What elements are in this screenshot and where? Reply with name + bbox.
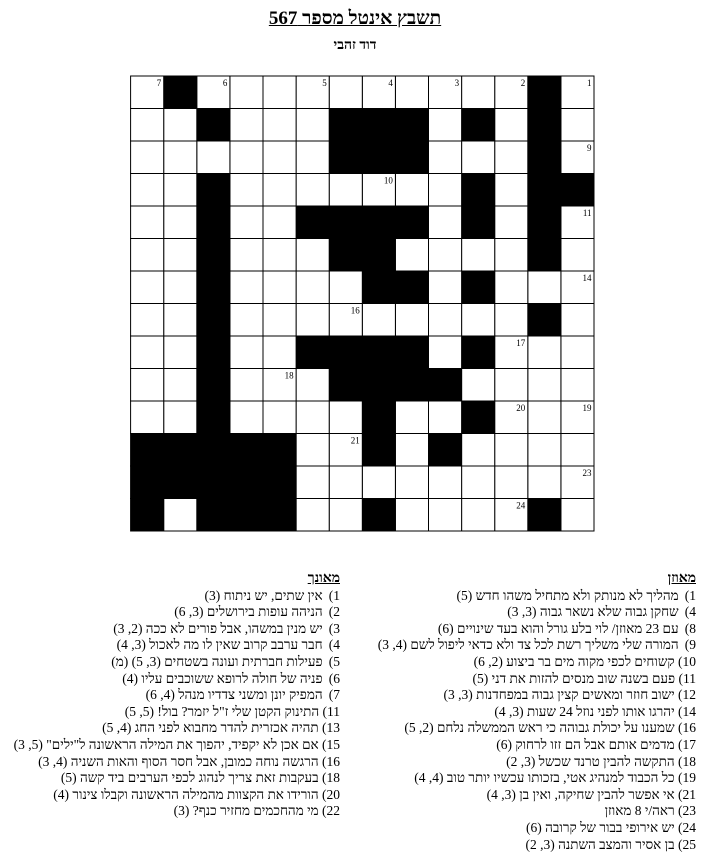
grid-cell[interactable] [131, 336, 164, 369]
cell-number: 24 [516, 500, 526, 511]
grid-cell[interactable] [296, 174, 329, 207]
clue-number: 12) [678, 687, 696, 703]
grid-cell[interactable] [495, 434, 528, 467]
grid-cell[interactable] [164, 401, 197, 434]
clue-text: שחקן גבוה שלא נשאר גבוה (3, 3) [507, 604, 682, 620]
grid-cell[interactable] [429, 336, 462, 369]
grid-cell[interactable] [230, 271, 263, 304]
grid-cell[interactable] [230, 304, 263, 337]
grid-cell[interactable] [462, 499, 495, 532]
grid-cell[interactable] [329, 401, 362, 434]
clue-text: אם אכן לא יקפיד, יהפוך את המילה הראשונה ל"ילים" (5, 3) [13, 736, 322, 752]
grid-cell-black [131, 499, 164, 532]
grid-cell[interactable] [263, 141, 296, 174]
grid-cell[interactable] [230, 401, 263, 434]
across-clue [356, 803, 696, 820]
grid-cell[interactable] [131, 271, 164, 304]
grid-cell-black [164, 466, 197, 499]
clue-text: תהיה אכזרית להדר מחבוא לפני החג (4, 5) [102, 720, 322, 736]
down-clue [4, 770, 340, 787]
clue-text: קשוחים לכפי מקוה מים בר ביצוע (2, 6) [473, 653, 678, 669]
grid-cell-black [329, 206, 362, 239]
down-clue-list [4, 588, 340, 820]
grid-cell[interactable] [296, 141, 329, 174]
grid-cell[interactable] [462, 76, 495, 109]
grid-cell-black [528, 141, 561, 174]
down-clue [4, 654, 340, 671]
down-clues [4, 571, 340, 820]
clue-text: אי אפשר להבין שחיקה, ואין בן (3, 4) [486, 786, 678, 802]
grid-cell[interactable] [197, 141, 230, 174]
grid-cell[interactable] [164, 304, 197, 337]
grid-cell[interactable] [296, 369, 329, 402]
clue-text: יהרגו אותו לפני נוזל 24 שעות (3, 4) [494, 703, 678, 719]
grid-cell-black [395, 336, 428, 369]
grid-cell-black [362, 141, 395, 174]
clue-number: 6) [328, 670, 340, 686]
across-clue [356, 820, 696, 837]
grid-cell[interactable] [230, 239, 263, 272]
grid-cell[interactable] [164, 369, 197, 402]
clue-text: חבר ערבב קרוב שאין לו מה לאכול (3, 4) [116, 637, 326, 653]
grid-cell[interactable] [462, 239, 495, 272]
grid-cell-black [131, 466, 164, 499]
grid-cell-black [362, 499, 395, 532]
grid-cell[interactable] [263, 271, 296, 304]
grid-cell-black [528, 76, 561, 109]
clue-number: 3) [328, 620, 340, 636]
grid-cell[interactable] [131, 369, 164, 402]
grid-cell[interactable] [429, 271, 462, 304]
down-clue [4, 737, 340, 754]
grid-cell-black [528, 109, 561, 142]
grid-cell-black [329, 141, 362, 174]
cell-number: 18 [284, 370, 294, 381]
clue-number: 9) [684, 637, 696, 653]
clue-number: 17) [678, 736, 696, 752]
grid-cell[interactable] [429, 239, 462, 272]
grid-cell[interactable] [395, 401, 428, 434]
clue-text: בעקבות זאת צריך לנהוג לכפי הערבים ביד קשה (5) [60, 770, 322, 786]
grid-cell-black [329, 336, 362, 369]
clue-number: 15) [322, 736, 340, 752]
clue-text: התקשה להבין טרנד שכשל (3, 2) [506, 753, 678, 769]
grid-cell-black [230, 499, 263, 532]
grid-cell-black [362, 401, 395, 434]
clue-number: 5) [328, 653, 340, 669]
grid-cell[interactable] [164, 109, 197, 142]
grid-cell[interactable] [296, 109, 329, 142]
across-clue [356, 588, 696, 605]
down-heading: מאונך [307, 571, 340, 586]
grid-cell[interactable] [561, 109, 594, 142]
grid-cell[interactable] [263, 76, 296, 109]
cell-number: 7 [156, 78, 162, 88]
grid-cell-black [528, 499, 561, 532]
grid-cell-black [230, 434, 263, 467]
clue-number: 8) [684, 620, 696, 636]
clue-number: 20) [322, 786, 340, 802]
clue-number: 2) [328, 604, 340, 620]
cell-number: 2 [520, 78, 526, 88]
cell-number: 8 [222, 110, 228, 121]
grid-cell-black [230, 466, 263, 499]
clue-text: ישוב חוזר ומאשים קצין גבוה במפחדנות (3, 3) [443, 687, 678, 703]
grid-cell[interactable] [362, 466, 395, 499]
grid-cell-black [395, 369, 428, 402]
clue-text: מדמים אותם אבל הם זזו לרחוק (6) [496, 736, 678, 752]
grid-cell-black [462, 174, 495, 207]
down-clue [4, 803, 340, 820]
grid-cell[interactable] [395, 76, 428, 109]
grid-cell-black [197, 304, 230, 337]
across-clue [356, 754, 696, 771]
grid-cell[interactable] [528, 466, 561, 499]
grid-cell[interactable] [131, 239, 164, 272]
grid-cell-black [329, 109, 362, 142]
grid-cell-black [197, 174, 230, 207]
across-clue [356, 604, 696, 621]
clue-text: מהליך לא מנותק ולא מתחיל משהו חדש (5) [456, 587, 682, 603]
clue-number: 1) [328, 587, 340, 603]
grid-cell[interactable] [263, 239, 296, 272]
grid-cell-black [362, 336, 395, 369]
grid-cell[interactable] [561, 434, 594, 467]
grid-cell[interactable] [131, 206, 164, 239]
grid-cell[interactable] [462, 304, 495, 337]
grid-cell[interactable] [528, 336, 561, 369]
grid-cell[interactable] [263, 109, 296, 142]
grid-cell-black [197, 466, 230, 499]
clue-number: 13) [322, 720, 340, 736]
clue-number: 18) [678, 753, 696, 769]
grid-cell[interactable] [395, 466, 428, 499]
clue-number: 4) [328, 637, 340, 653]
grid-cell[interactable] [561, 304, 594, 337]
cell-number: 14 [582, 273, 592, 283]
grid-cell[interactable] [495, 369, 528, 402]
clue-number: 16) [322, 753, 340, 769]
grid-cell[interactable] [495, 109, 528, 142]
clue-text: התינוק הקטן שלי ז"ל יזמר? בול! (5, 5) [124, 703, 323, 719]
grid-cell-black [263, 466, 296, 499]
cell-number: 1 [587, 78, 592, 88]
down-clue [4, 588, 340, 605]
across-clue [356, 737, 696, 754]
clue-text: ראה/י 8 מאוזן [604, 803, 678, 819]
grid-cell-black [462, 271, 495, 304]
cell-number: 25 [284, 500, 294, 511]
down-clue [4, 754, 340, 771]
grid-cell-black [197, 206, 230, 239]
clue-text: יש אירופי בבור של קרובה (6) [526, 819, 678, 835]
down-clue [4, 720, 340, 737]
grid-cell[interactable] [395, 499, 428, 532]
grid-cell[interactable] [429, 174, 462, 207]
grid-cell-black [197, 336, 230, 369]
grid-cell[interactable] [429, 401, 462, 434]
grid-cell[interactable] [131, 304, 164, 337]
across-clue [356, 654, 696, 671]
grid-cell-black [429, 369, 462, 402]
grid-cell[interactable] [429, 466, 462, 499]
down-clue [4, 637, 340, 654]
grid-cell[interactable] [329, 174, 362, 207]
grid-cell[interactable] [230, 369, 263, 402]
across-clue [356, 787, 696, 804]
clue-number: 18) [322, 770, 340, 786]
clue-number: 19) [678, 770, 696, 786]
puzzle-title: תשבץ אינטל מספר 567 [268, 8, 442, 29]
grid-cell-black [329, 369, 362, 402]
grid-cell[interactable] [263, 401, 296, 434]
grid-cell[interactable] [230, 206, 263, 239]
down-clue [4, 604, 340, 621]
grid-cell[interactable] [495, 206, 528, 239]
clue-number: 21) [678, 786, 696, 802]
grid-cell-black [561, 174, 594, 207]
grid-cell[interactable] [561, 239, 594, 272]
grid-cell[interactable] [164, 239, 197, 272]
grid-cell[interactable] [462, 369, 495, 402]
grid-cell[interactable] [296, 304, 329, 337]
grid-cell[interactable] [528, 271, 561, 304]
grid-cell-black [528, 304, 561, 337]
grid-cell[interactable] [528, 434, 561, 467]
grid-cell-black [362, 271, 395, 304]
grid-cell[interactable] [495, 174, 528, 207]
grid-cell-black [263, 434, 296, 467]
grid-cell[interactable] [230, 336, 263, 369]
grid-cell-black [329, 239, 362, 272]
grid-cell-black [197, 271, 230, 304]
grid-cell[interactable] [164, 336, 197, 369]
grid-cell-black [164, 76, 197, 109]
cell-number: 15 [417, 273, 426, 283]
grid-cell[interactable] [528, 401, 561, 434]
clue-number: 23) [678, 803, 696, 819]
cell-number: 10 [383, 175, 393, 186]
cell-number: 5 [322, 78, 327, 88]
grid-cell[interactable] [230, 76, 263, 109]
clue-text: אין שתים, יש ניתוח (3) [204, 587, 326, 603]
grid-cell-black [528, 206, 561, 239]
across-clue [356, 720, 696, 737]
clue-number: 22) [322, 803, 340, 819]
clue-text: מי מהחכמים מחזיר כנף? (3) [173, 803, 322, 819]
cell-number: 12 [383, 240, 393, 251]
grid-cell[interactable] [429, 141, 462, 174]
across-clue [356, 637, 696, 654]
grid-cell[interactable] [528, 369, 561, 402]
clue-text: שמענו על יכולת גבוהה כי ראש הממשלה נלחם (2, 5) [404, 720, 678, 736]
grid-cell-black [462, 401, 495, 434]
grid-cell[interactable] [395, 239, 428, 272]
across-clue [356, 837, 696, 854]
clue-text: פעם בשנה שוב מנסים להזות את דני (5) [472, 670, 679, 686]
grid-cell-black [362, 206, 395, 239]
grid-cell[interactable] [462, 434, 495, 467]
cell-number: 17 [516, 338, 526, 348]
down-clue [4, 787, 340, 804]
grid-cell[interactable] [230, 141, 263, 174]
grid-cell-black [362, 434, 395, 467]
grid-cell[interactable] [495, 304, 528, 337]
clue-number: 4) [684, 604, 696, 620]
clue-number: 16) [678, 720, 696, 736]
grid-cell-black [528, 239, 561, 272]
grid-cell[interactable] [362, 304, 395, 337]
grid-cell-black [462, 206, 495, 239]
grid-cell[interactable] [296, 401, 329, 434]
grid-cell-black [462, 109, 495, 142]
grid-cell[interactable] [495, 239, 528, 272]
grid-cell[interactable] [296, 434, 329, 467]
grid-cell[interactable] [164, 174, 197, 207]
cell-number: 6 [222, 78, 228, 88]
grid-cell-black [296, 206, 329, 239]
grid-cell[interactable] [164, 499, 197, 532]
down-clue [4, 687, 340, 704]
grid-cell-black [395, 206, 428, 239]
clue-number: 11) [322, 703, 340, 719]
grid-cell-black [362, 109, 395, 142]
grid-cell[interactable] [395, 304, 428, 337]
clue-text: המורה שלי משליך רשת לכל צד ולא כדאי ליפול לשם (4, 3) [377, 637, 682, 653]
cell-number: 3 [454, 78, 460, 88]
grid-cell[interactable] [429, 109, 462, 142]
grid-cell-black [395, 109, 428, 142]
clue-number: 24) [678, 819, 696, 835]
grid-cell-black [197, 499, 230, 532]
across-clue [356, 621, 696, 638]
cell-number: 19 [582, 403, 592, 413]
down-clue [4, 704, 340, 721]
puzzle-author: דוד זהבי [333, 38, 377, 53]
grid-cell-black [462, 336, 495, 369]
grid-cell[interactable] [263, 336, 296, 369]
grid-cell[interactable] [462, 141, 495, 174]
cell-number: 11 [582, 208, 592, 218]
clue-text: הורידו את הקצוות מהמילה הראשונה וקבלו צינור (4) [53, 786, 322, 802]
grid-cell[interactable] [296, 499, 329, 532]
grid-cell[interactable] [296, 466, 329, 499]
grid-cell[interactable] [131, 174, 164, 207]
across-heading: מאוזן [667, 571, 696, 586]
grid-cell[interactable] [429, 499, 462, 532]
across-clues [356, 571, 696, 853]
grid-cell[interactable] [395, 434, 428, 467]
cell-number: 23 [582, 468, 592, 478]
clue-number: 14) [678, 703, 696, 719]
clue-text: בן אסיר והמצב השתנה (3, 2) [525, 836, 678, 852]
clue-number: 7) [328, 687, 340, 703]
grid-cell[interactable] [561, 499, 594, 532]
grid-cell[interactable] [296, 271, 329, 304]
grid-cell[interactable] [495, 141, 528, 174]
clue-text: עם 23 מאוזן/ לוי בלע גורל והוא בעד שינויים (6) [437, 620, 682, 636]
across-clue [356, 704, 696, 721]
clue-text: כל הכבוד למנהיג אטי, בזכותו עכשיו יותר טוב (4, 4) [414, 770, 678, 786]
clue-number: 1) [684, 587, 696, 603]
grid-cell[interactable] [329, 271, 362, 304]
clue-text: הרגשה נוחה כמובן, אבל חסר הסוף והאות השניה (4, 3) [38, 753, 322, 769]
cell-number: 13 [218, 240, 228, 251]
grid-cell[interactable] [495, 271, 528, 304]
grid-cell-black [528, 174, 561, 207]
cell-number: 4 [388, 78, 393, 88]
down-clue [4, 621, 340, 638]
grid-cell[interactable] [263, 304, 296, 337]
across-clue [356, 770, 696, 787]
grid-cell[interactable] [164, 271, 197, 304]
grid-cell-black [395, 141, 428, 174]
grid-cell-black [197, 369, 230, 402]
grid-cell[interactable] [164, 141, 197, 174]
down-clue [4, 671, 340, 688]
across-clue-list [356, 588, 696, 854]
grid-cell[interactable] [462, 466, 495, 499]
grid-cell[interactable] [131, 109, 164, 142]
grid-cell[interactable] [329, 466, 362, 499]
grid-cell[interactable] [296, 239, 329, 272]
cell-number: 9 [587, 143, 592, 153]
across-clue [356, 687, 696, 704]
grid-cell[interactable] [263, 174, 296, 207]
clue-number: 11) [678, 670, 696, 686]
grid-cell[interactable] [329, 499, 362, 532]
clue-text: הניהה עופות בירושלים (3, 6) [174, 604, 326, 620]
grid-cell[interactable] [429, 304, 462, 337]
grid-cell-black [197, 434, 230, 467]
grid-cell[interactable] [230, 174, 263, 207]
cell-number: 16 [350, 305, 360, 316]
grid-cell-black [197, 401, 230, 434]
grid-cell[interactable] [230, 109, 263, 142]
grid-cell[interactable] [131, 401, 164, 434]
cell-number: 22 [152, 435, 162, 446]
grid-cell-black [429, 434, 462, 467]
grid-cell-black [362, 369, 395, 402]
clue-number: 10) [678, 653, 696, 669]
grid-cell[interactable] [561, 336, 594, 369]
grid-cell[interactable] [395, 174, 428, 207]
clue-number: 25) [678, 836, 696, 852]
grid-cell-black [164, 434, 197, 467]
grid-cell[interactable] [561, 369, 594, 402]
grid-cell[interactable] [429, 206, 462, 239]
across-clue [356, 671, 696, 688]
grid-cell[interactable] [131, 141, 164, 174]
grid-cell-black [296, 336, 329, 369]
cell-number: 20 [516, 403, 526, 413]
clue-text: פעילות חברתית ועונה בשטחים (3, 5) (מ) [111, 653, 326, 669]
clue-text: יש מנין במשהו, אבל פורים לא ככה (2, 3) [113, 620, 326, 636]
cell-number: 21 [350, 435, 360, 446]
clue-text: המפיק יונן ומשני צדדיו מנהל (4, 6) [145, 687, 326, 703]
clue-text: פניה של חולה לרופא ששוכבים עליו (4) [122, 670, 326, 686]
grid-cell[interactable] [164, 206, 197, 239]
grid-cell[interactable] [263, 206, 296, 239]
grid-cell[interactable] [495, 466, 528, 499]
grid-cell[interactable] [329, 76, 362, 109]
